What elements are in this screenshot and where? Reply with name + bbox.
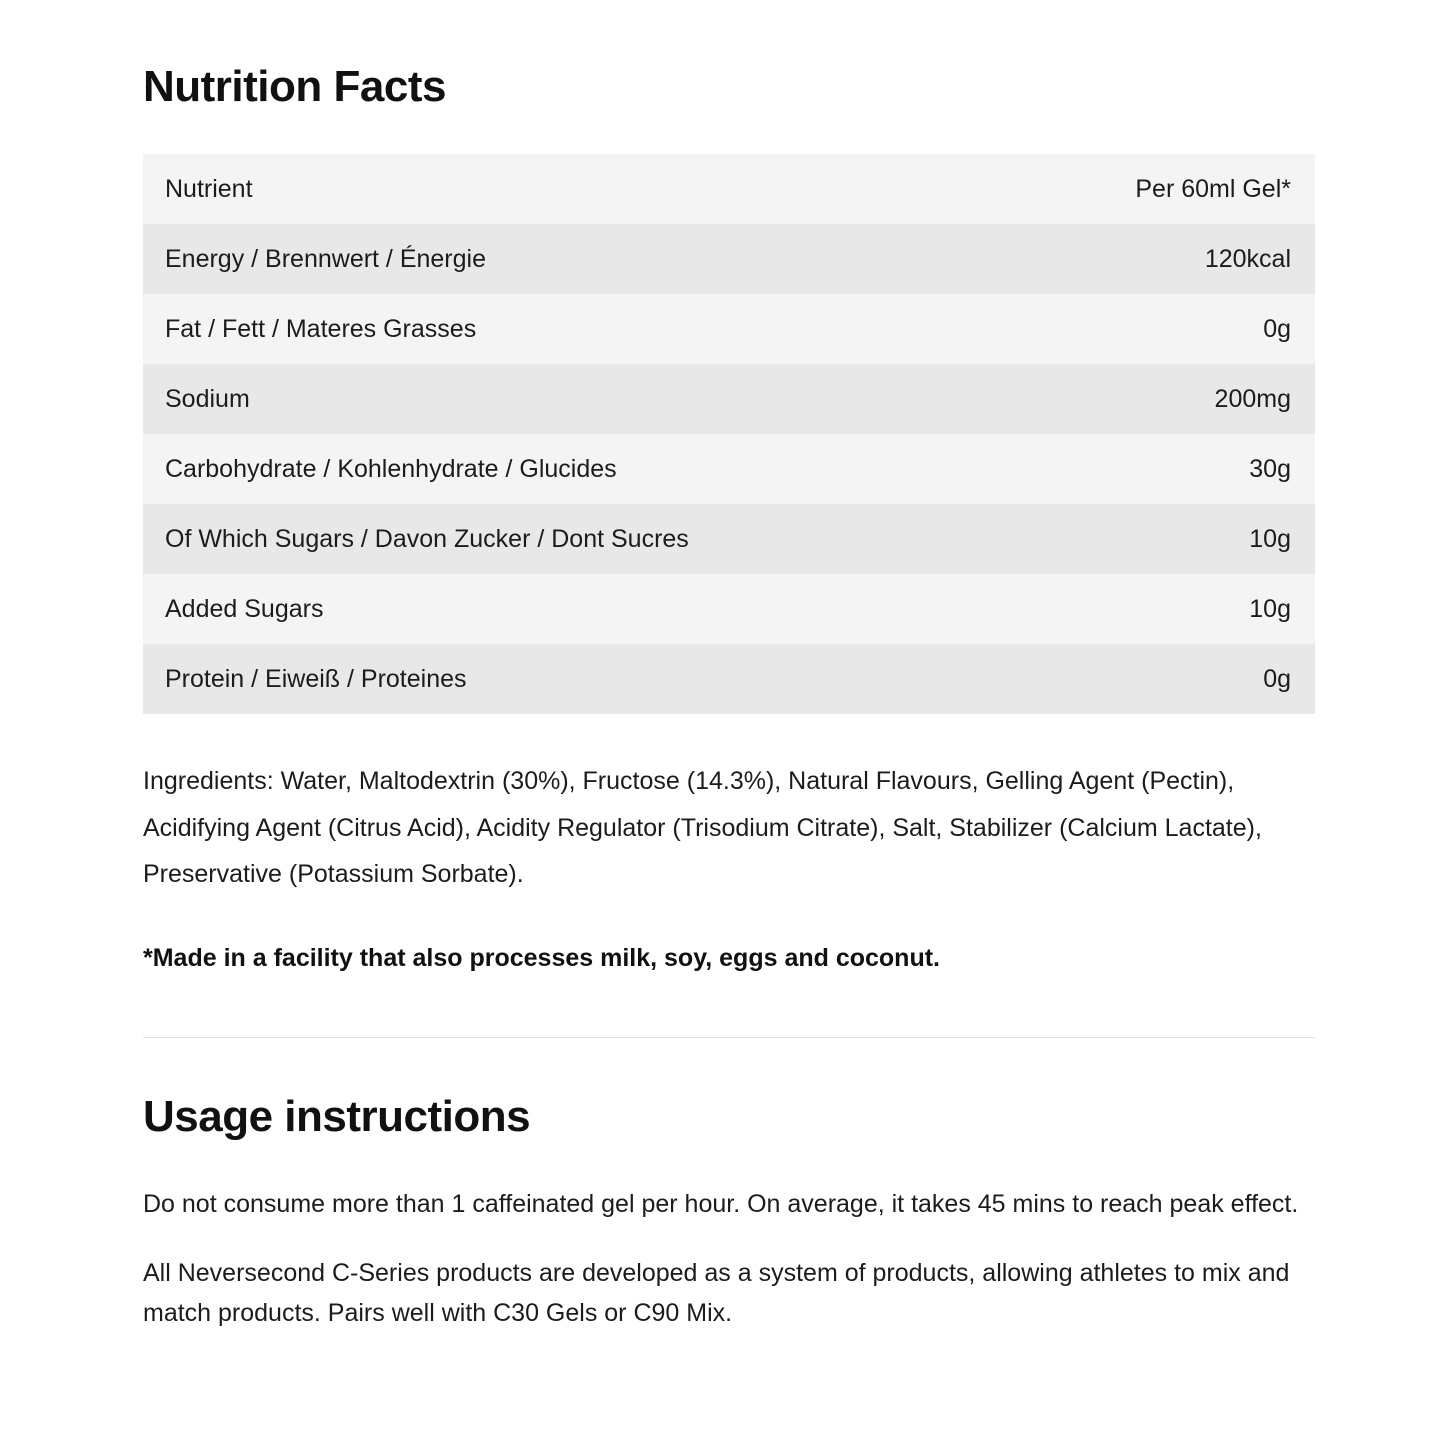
table-row — [143, 574, 1315, 644]
nutrition-facts-heading: Nutrition Facts — [143, 62, 446, 111]
nutrient-value: 120kcal — [1204, 245, 1291, 273]
nutrient-value: 10g — [1249, 595, 1291, 623]
nutrient-label: Of Which Sugars / Davon Zucker / Dont Sucres — [165, 525, 689, 553]
ingredients-text: Ingredients: Water, Maltodextrin (30%), Fructose (14.3%), Natural Flavours, Gelling Agent (Pectin), Acidifying Agent (Citrus Acid), Acidity Regulator (Trisodium Citrate), Salt, Stabilizer (Calcium Lactate), Preservative (Potassium Sorbate). — [143, 767, 1262, 888]
usage-instructions-heading: Usage instructions — [143, 1092, 531, 1141]
allergen-note: *Made in a facility that also processes milk, soy, eggs and coconut. — [143, 943, 940, 972]
column-header-per-serving: Per 60ml Gel* — [1135, 175, 1291, 203]
nutrient-value: 0g — [1263, 665, 1291, 693]
table-body — [143, 224, 1315, 714]
table-row — [143, 224, 1315, 294]
nutrient-label: Energy / Brennwert / Énergie — [165, 245, 486, 273]
nutrient-value: 200mg — [1214, 385, 1291, 413]
table-row — [143, 504, 1315, 574]
nutrient-value: 0g — [1263, 315, 1291, 343]
nutrition-facts-table — [143, 154, 1315, 714]
column-header-nutrient: Nutrient — [165, 175, 253, 203]
nutrient-value: 10g — [1249, 525, 1291, 553]
table-header-row — [143, 154, 1315, 224]
section-divider — [143, 1037, 1315, 1038]
nutrient-label: Added Sugars — [165, 595, 324, 623]
usage-paragraph: Do not consume more than 1 caffeinated gel per hour. On average, it takes 45 mins to reach peak effect. — [143, 1190, 1299, 1218]
table-row — [143, 434, 1315, 504]
nutrient-value: 30g — [1249, 455, 1291, 483]
nutrient-label: Fat / Fett / Materes Grasses — [165, 315, 477, 343]
table-header — [143, 154, 1315, 224]
usage-paragraph: All Neversecond C-Series products are developed as a system of products, allowing athletes to mix and match products. Pairs well with C30 Gels or C90 Mix. — [143, 1258, 1290, 1327]
table-row — [143, 364, 1315, 434]
nutrient-label: Carbohydrate / Kohlenhydrate / Glucides — [165, 455, 617, 483]
nutrient-label: Protein / Eiweiß / Proteines — [165, 665, 467, 693]
table-row — [143, 644, 1315, 714]
table-row — [143, 294, 1315, 364]
usage-instructions-section — [143, 1092, 1317, 1334]
nutrient-label: Sodium — [165, 385, 250, 413]
